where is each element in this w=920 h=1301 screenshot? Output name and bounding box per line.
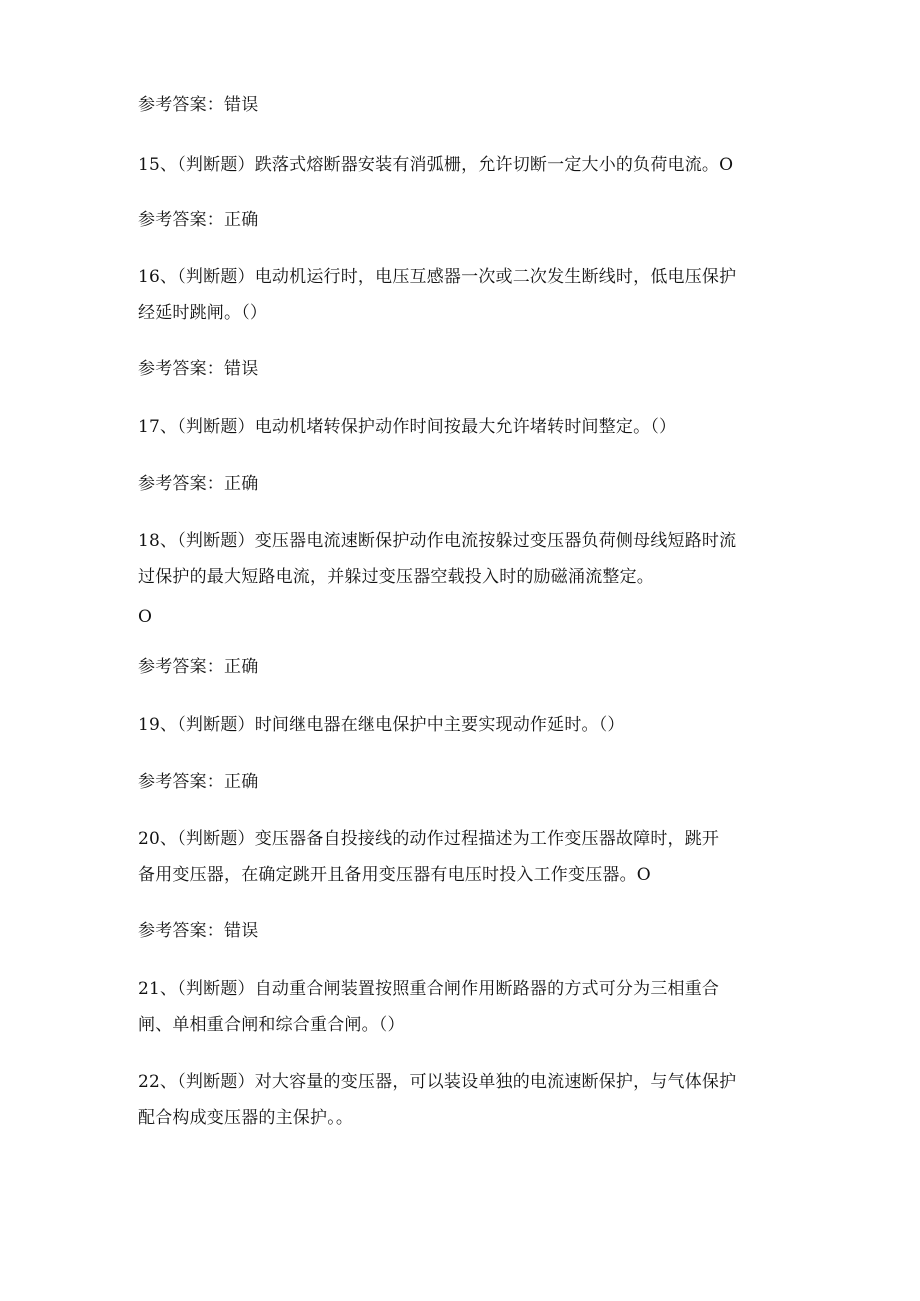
question-22-line: 配合构成变压器的主保护。。 (138, 1108, 354, 1128)
question-16-line: 16、（判断题）电动机运行时，电压互感器一次或二次发生断线时，低电压保护 (138, 267, 737, 287)
question-21-line: 21、（判断题）自动重合闸装置按照重合闸作用断路器的方式可分为三相重合 (138, 979, 720, 999)
answer-line: 参考答案：错误 (138, 359, 259, 379)
answer-line: 参考答案：错误 (138, 95, 259, 115)
question-22-line: 22、（判断题）对大容量的变压器，可以装设单独的电流速断保护，与气体保护 (138, 1072, 737, 1092)
question-18-line: 18、（判断题）变压器电流速断保护动作电流按躲过变压器负荷侧母线短路时流 (138, 531, 737, 551)
question-17-line: 17、（判断题）电动机堵转保护动作时间按最大允许堵转时间整定。（） (138, 417, 677, 437)
question-16-line: 经延时跳闸。（） (138, 303, 268, 323)
question-20-line: 20、（判断题）变压器备自投接线的动作过程描述为工作变压器故障时，跳开 (138, 829, 720, 849)
answer-line: 参考答案：正确 (138, 657, 259, 677)
question-15-line: 15、（判断题）跌落式熔断器安装有消弧栅，允许切断一定大小的负荷电流。O (138, 155, 734, 175)
question-21-line: 闸、单相重合闸和综合重合闸。（） (138, 1015, 405, 1035)
question-20-line: 备用变压器，在确定跳开且备用变压器有电压时投入工作变压器。O (138, 865, 651, 885)
question-19-line: 19、（判断题）时间继电器在继电保护中主要实现动作延时。（） (138, 715, 625, 735)
answer-line: 参考答案：正确 (138, 772, 259, 792)
answer-line: 参考答案：正确 (138, 474, 259, 494)
question-18-line: O (138, 607, 153, 627)
answer-line: 参考答案：正确 (138, 210, 259, 230)
question-18-line: 过保护的最大短路电流，并躲过变压器空载投入时的励磁涌流整定。 (138, 567, 654, 587)
answer-line: 参考答案：错误 (138, 921, 259, 941)
